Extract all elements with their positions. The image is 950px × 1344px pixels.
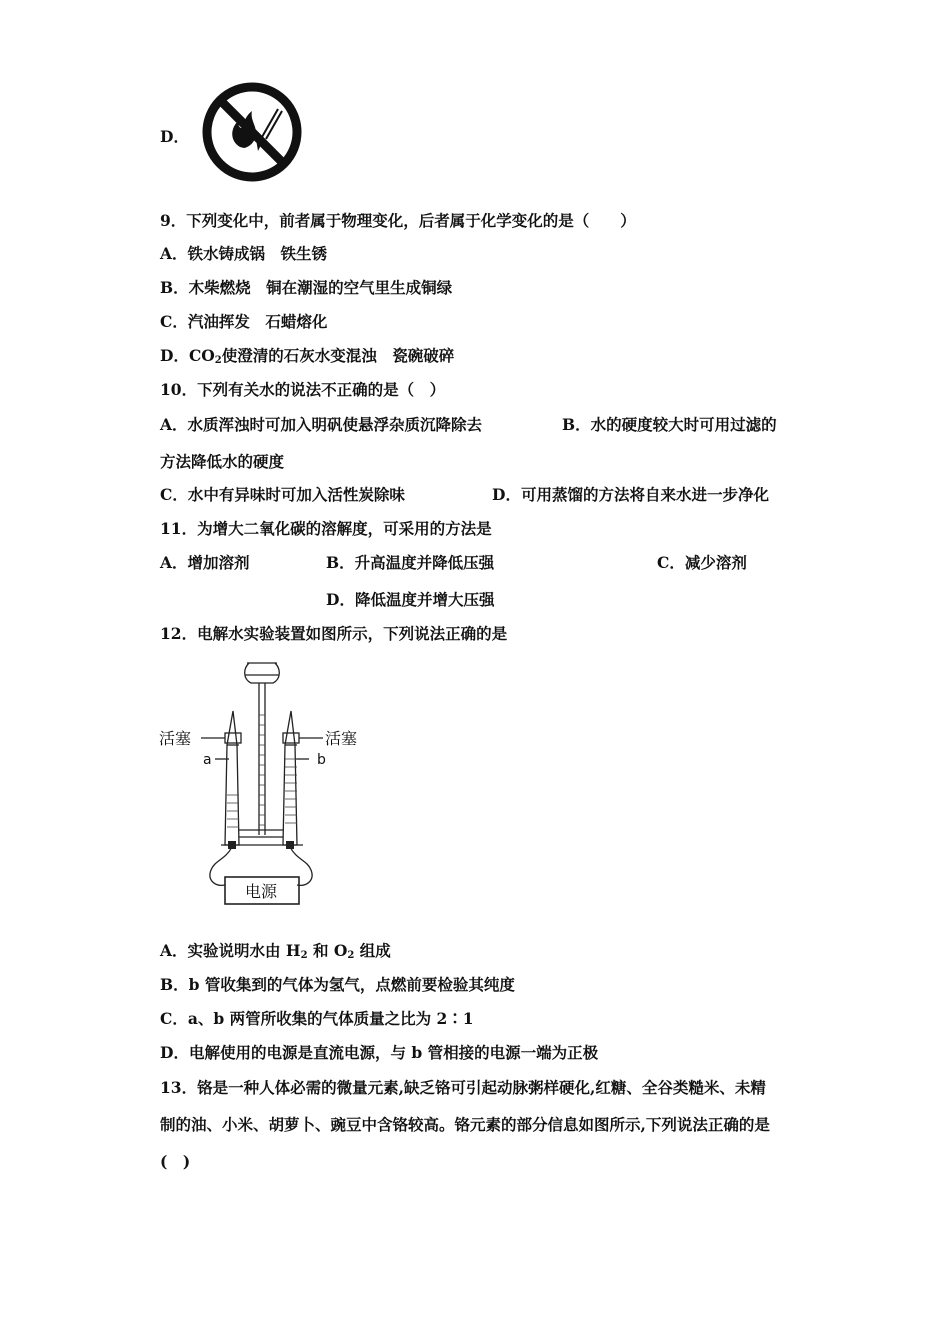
q10-option-b-continued: 方法降低水的硬度 <box>160 452 285 471</box>
q11-option-d: D．降低温度并增大压强 <box>326 590 495 609</box>
label-a: a <box>203 752 212 768</box>
no-open-flame-sign-icon <box>200 81 304 183</box>
wire-left <box>210 847 232 885</box>
tube-a <box>225 711 239 845</box>
q10-option-b: B．水的硬度较大时可用过滤的 <box>562 415 777 434</box>
q12-option-b: B．b 管收集到的气体为氢气，点燃前要检验其纯度 <box>160 975 515 994</box>
q9-option-c: C．汽油挥发 石蜡熔化 <box>160 312 328 331</box>
q11-option-c: C．减少溶剂 <box>657 553 747 572</box>
q12-stem: 12．电解水实验装置如图所示，下列说法正确的是 <box>160 624 508 643</box>
q9-option-a: A．铁水铸成锅 铁生锈 <box>160 244 328 263</box>
q11-option-b: B．升高温度并降低压强 <box>326 553 495 572</box>
q12-option-a: A．实验说明水由 $H_2$ 和 $O_2$ 组成 <box>160 941 391 961</box>
q13-stem-line2: 制的油、小米、胡萝卜、豌豆中含铬较高。铬元素的部分信息如图所示,下列说法正确的是 <box>160 1115 770 1134</box>
wire-right <box>290 847 312 885</box>
electrolysis-apparatus-diagram <box>155 655 365 913</box>
q11-option-a: A．增加溶剂 <box>160 553 250 572</box>
q10-option-a: A．水质浑浊时可加入明矾使悬浮杂质沉降除去 <box>160 415 483 434</box>
power-source-label: 电源 <box>245 882 278 901</box>
q13-stem-line3: ( ) <box>160 1152 191 1171</box>
q8-option-d-label: D． <box>160 127 189 146</box>
q10-stem: 10．下列有关水的说法不正确的是（ ） <box>160 380 446 399</box>
q9-option-d: D．$CO_2$使澄清的石灰水变混浊 瓷碗破碎 <box>160 346 455 366</box>
label-right-valve: 活塞 <box>325 729 358 748</box>
tube-b <box>283 711 297 845</box>
label-b: b <box>317 752 326 768</box>
label-left-valve: 活塞 <box>159 729 192 748</box>
q9-stem: 9．下列变化中，前者属于物理变化，后者属于化学变化的是（ ） <box>160 211 636 230</box>
q11-stem: 11．为增大二氧化碳的溶解度，可采用的方法是 <box>160 519 492 538</box>
q13-stem-line1: 13．铬是一种人体必需的微量元素,缺乏铬可引起动脉粥样硬化,红糖、全谷类糙米、未精 <box>160 1078 766 1097</box>
q12-option-d: D．电解使用的电源是直流电源，与 b 管相接的电源一端为正极 <box>160 1043 599 1062</box>
q12-option-c: C．a、b 两管所收集的气体质量之比为 2∶1 <box>160 1009 474 1028</box>
q9-option-b: B．木柴燃烧 铜在潮湿的空气里生成铜绿 <box>160 278 453 297</box>
reservoir-bulb <box>245 663 280 683</box>
q10-option-d: D．可用蒸馏的方法将自来水进一步净化 <box>492 485 769 504</box>
q10-option-c: C．水中有异味时可加入活性炭除味 <box>160 485 405 504</box>
